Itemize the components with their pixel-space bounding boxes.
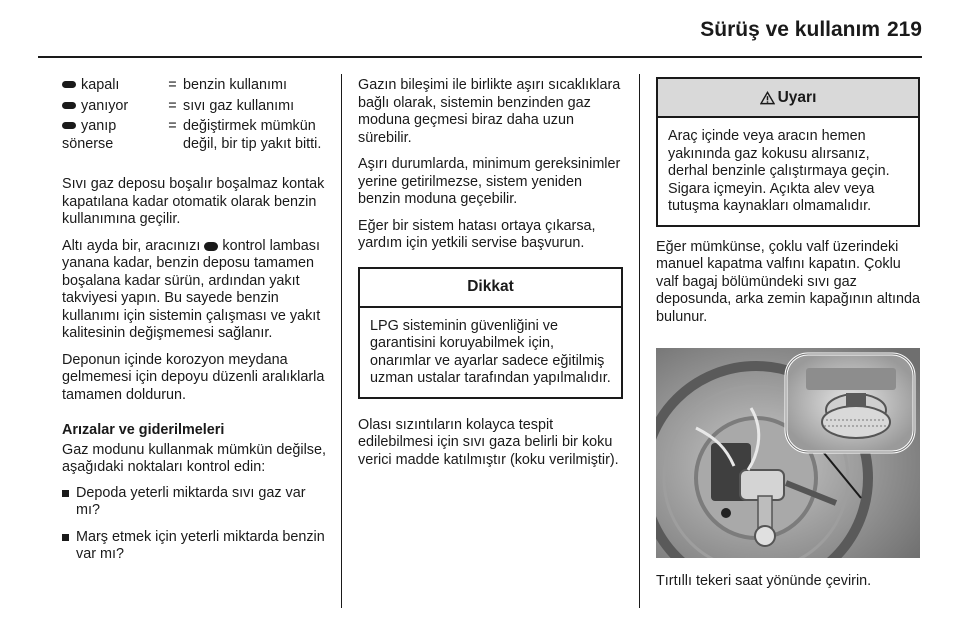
paragraph: Deponun içinde korozyon meydana gelmemesi için depoyu düzenli aralıklarla tamamen doldurun. — [62, 351, 325, 403]
column-divider-2 — [639, 74, 640, 608]
warning-text: Araç içinde veya aracın hemen yakınında gaz kokusu alırsanız, derhal benzinle çalıştırmaya geçin. Sigara içmeyin. Açıkta alev veya tutuşma kaynakları olmamalıdır. — [668, 128, 890, 214]
paragraph: Gaz modunu kullanmak mümkün değilse, aşağıdaki noktaları kontrol edin: — [62, 441, 326, 475]
list-item: Marş etmek için yeterli miktarda benzin var mı? — [62, 529, 328, 564]
lpg-lamp-icon — [62, 122, 76, 129]
paragraph: Sıvı gaz deposu boşalır boşalmaz kontak kapatılana kadar otomatik olarak benzin kullanımına geçilir. — [62, 176, 325, 227]
warning-box — [656, 77, 920, 227]
column-divider-1 — [341, 74, 342, 608]
paragraph: Eğer mümkünse, çoklu valf üzerindeki manuel kapatma valfını kapatın. Çoklu valf bagaj bölümündeki sıvı gaz deposunda, arka zemin kapağının altında bulunur. — [656, 238, 921, 325]
column-3 — [656, 77, 920, 335]
page-title: Sürüş ve kullanım — [700, 18, 880, 41]
indicator-table — [62, 77, 328, 156]
lpg-lamp-icon — [62, 81, 76, 88]
column-1 — [62, 77, 328, 573]
header-rule — [38, 56, 922, 58]
multivalve-photo — [656, 348, 920, 558]
list-item: Depoda yeterli miktarda sıvı gaz var mı? — [62, 485, 328, 520]
lpg-lamp-icon — [204, 242, 218, 251]
bullet-list — [62, 485, 328, 564]
warning-title: Uyarı — [777, 88, 817, 106]
paragraph: Olası sızıntıların kolayca tespit edilebilmesi için sıvı gaza belirli bir koku verici madde katılmıştır (koku verilmiştir). — [358, 416, 619, 468]
paragraph: Gazın bileşimi ile birlikte aşırı sıcaklıklara bağlı olarak, sistemin benzinden gaz moduna geçmesi biraz daha uzun sürebilir. — [358, 77, 621, 146]
notice-title: Dikkat — [360, 269, 621, 308]
notice-box — [358, 267, 623, 399]
indicator-row: yanıp sönerse = değiştirmek mümkün değil, bir tip yakıt bitti. — [62, 118, 322, 152]
warning-triangle-icon — [760, 91, 775, 105]
warning-header — [658, 79, 918, 118]
photo-caption: Tırtıllı tekeri saat yönünde çevirin. — [656, 573, 872, 589]
paragraph: Eğer bir sistem hatası ortaya çıkarsa, yardım için yetkili servise başvurun. — [358, 217, 596, 251]
section-heading: Arızalar ve giderilmeleri — [62, 422, 225, 438]
square-bullet-icon — [62, 490, 69, 497]
paragraph: Altı ayda bir, aracınızı kontrol lambası yanana kadar, benzin deposu tamamen boşalana kadar sürün, ardından yakıt takviyesi yapın. Bu sayede benzin kullanımı için sistemin çalışması ve yakıt kalitesinin değişmemesi sağlanır. — [62, 237, 321, 341]
square-bullet-icon — [62, 534, 69, 541]
indicator-row: yanıyor = sıvı gaz kullanımı — [62, 98, 328, 119]
column-2 — [358, 77, 623, 478]
notice-text: LPG sisteminin güvenliğini ve garantisini koruyabilmek için, onarımlar ve ayarlar sadece eğitilmiş uzman ustalar tarafından yapılmalıdır. — [370, 317, 611, 386]
multivalve-illustration — [656, 348, 920, 558]
page-number: 219 — [886, 18, 922, 41]
indicator-row: kapalı = benzin kullanımı — [62, 77, 328, 98]
lpg-lamp-icon — [62, 102, 76, 109]
paragraph: Aşırı durumlarda, minimum gereksinimler yerine getirilmezse, sistem yeniden benzin moduna geçebilir. — [358, 156, 621, 207]
